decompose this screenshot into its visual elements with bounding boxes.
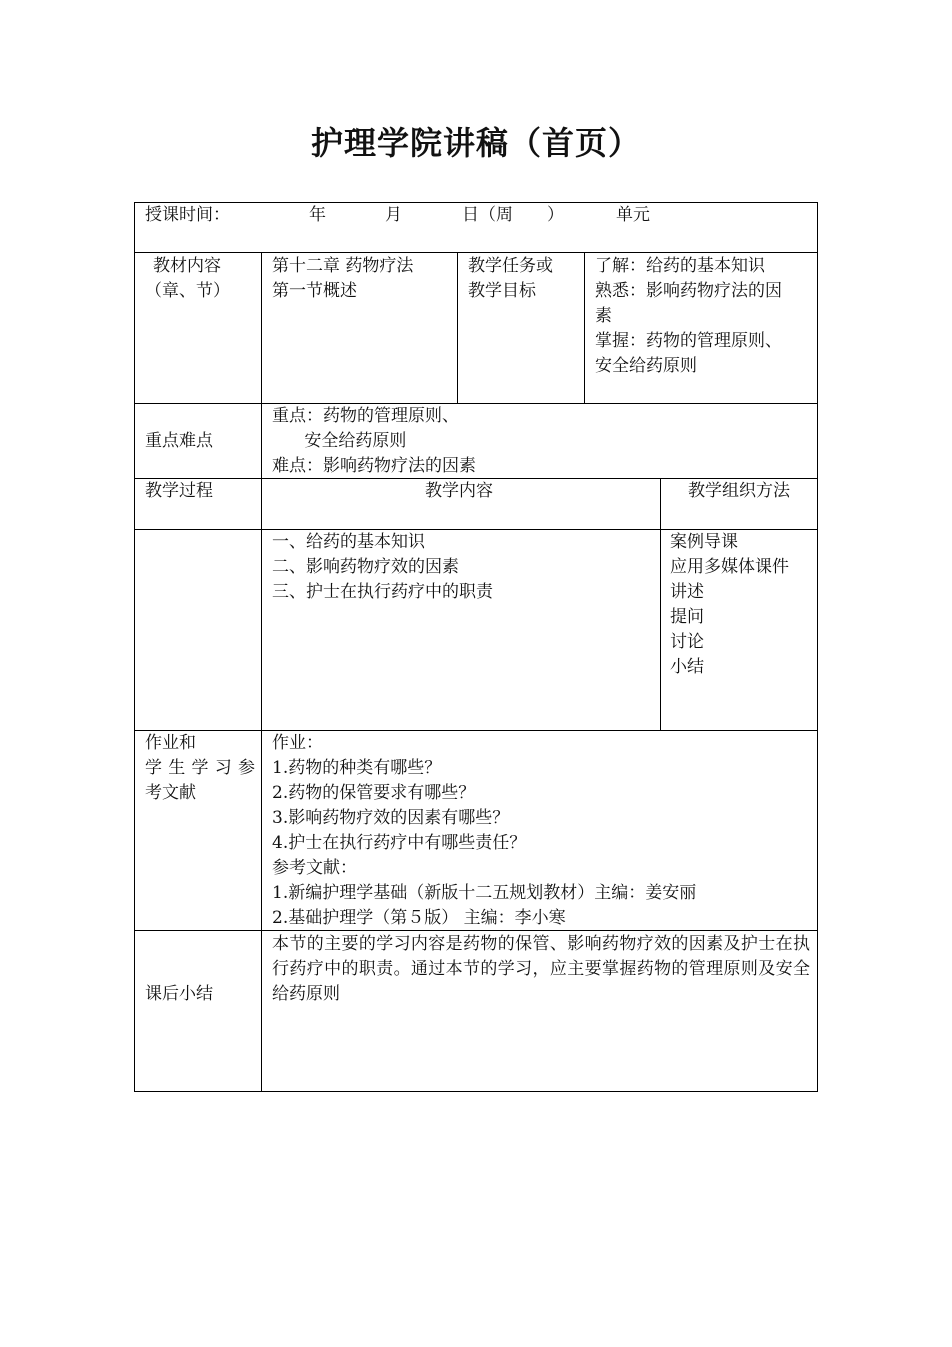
homework-label-line: 作业和 (145, 733, 196, 753)
time-day-week: 日（周 ） (462, 205, 564, 225)
goal-line: 熟悉：影响药物疗法的因 (595, 281, 782, 301)
column-divider (457, 252, 458, 403)
method-line: 讲述 (670, 582, 704, 602)
homework-line: 1.新编护理学基础（新版十二五规划教材）主编：姜安丽 (272, 883, 697, 903)
homework-line: 3.影响药物疗效的因素有哪些？ (272, 808, 510, 828)
material-label-line: 教材内容 (153, 256, 221, 276)
material-content-line: 第十二章 药物疗法 (272, 256, 414, 276)
summary-label: 课后小结 (145, 984, 213, 1004)
column-divider (261, 252, 262, 1092)
method-line: 案例导课 (670, 532, 738, 552)
method-line: 应用多媒体课件 (670, 557, 789, 577)
homework-line: 1.药物的种类有哪些？ (272, 758, 442, 778)
key-line: 难点：影响药物疗法的因素 (272, 456, 476, 476)
method-line: 讨论 (670, 632, 704, 652)
process-line: 三、护士在执行药疗中的职责 (272, 582, 493, 602)
process-content (272, 530, 493, 605)
method-header: 教学组织方法 (688, 481, 790, 501)
homework-label (145, 731, 255, 806)
method-content (670, 530, 789, 680)
goal-label-line: 教学任务或 (468, 256, 553, 276)
column-divider (584, 252, 585, 403)
column-divider (660, 478, 661, 730)
material-content-line: 第一节概述 (272, 281, 357, 301)
time-year: 年 (309, 205, 326, 225)
goal-content (595, 254, 782, 379)
key-line: 重点：药物的管理原则、 (272, 406, 459, 426)
goal-line: 掌握：药物的管理原则、 (595, 331, 782, 351)
homework-line: 2.药物的保管要求有哪些？ (272, 783, 476, 803)
time-unit: 单元 (616, 205, 650, 225)
homework-line: 参考文献： (272, 858, 357, 878)
page-title: 护理学院讲稿（首页） (310, 124, 641, 162)
goal-label (468, 254, 553, 304)
process-line: 一、给药的基本知识 (272, 532, 425, 552)
material-label-line: （章、节） (145, 281, 230, 301)
time-month: 月 (385, 205, 402, 225)
homework-line: 作业： (272, 733, 323, 753)
homework-line: 4.护士在执行药疗中有哪些责任？ (272, 833, 527, 853)
summary-text: 本节的主要的学习内容是药物的保管、影响药物疗效的因素及护士在执行药疗中的职责。通过本节的学习，应主要掌握药物的管理原则及安全给药原则 (272, 934, 810, 1004)
key-content (272, 404, 476, 479)
content-header: 教学内容 (425, 481, 493, 501)
row-divider (134, 403, 818, 404)
homework-content (272, 731, 696, 931)
material-label (145, 254, 230, 304)
goal-label-line: 教学目标 (468, 281, 536, 301)
homework-label-line: 学生学习参 (145, 758, 255, 778)
key-label: 重点难点 (145, 431, 213, 451)
goal-line: 素 (595, 306, 612, 326)
time-label: 授课时间： (145, 205, 230, 225)
goal-line: 安全给药原则 (595, 356, 697, 376)
material-content (272, 254, 413, 304)
row-divider (134, 252, 818, 253)
method-line: 提问 (670, 607, 704, 627)
homework-line: 2.基础护理学（第５版） 主编：李小寒 (272, 908, 566, 928)
key-line: 安全给药原则 (272, 431, 407, 451)
method-line: 小结 (670, 657, 704, 677)
goal-line: 了解：给药的基本知识 (595, 256, 765, 276)
process-line: 二、影响药物疗效的因素 (272, 557, 459, 577)
homework-label-line: 考文献 (145, 783, 196, 803)
process-label: 教学过程 (145, 481, 213, 501)
